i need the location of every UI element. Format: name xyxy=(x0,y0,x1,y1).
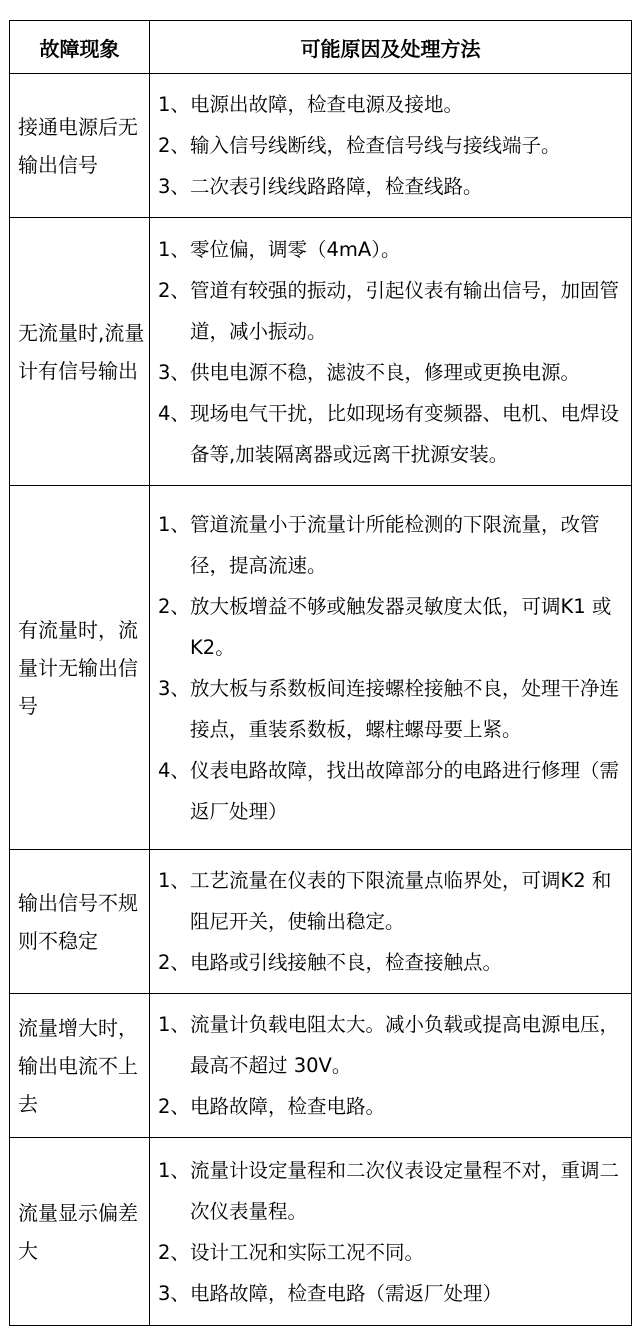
list-item: 1、 零位偏，调零（4mA）。 xyxy=(158,237,401,261)
table-row xyxy=(10,218,632,486)
list-item: 3、 二次表引线线路路障，检查线路。 xyxy=(158,175,483,198)
symptom-cell: 流量显示偏差大 xyxy=(10,1138,150,1326)
table-row xyxy=(10,1138,632,1326)
causes-cell xyxy=(150,850,632,994)
symptom-cell: 流量增大时，输出电流不上去 xyxy=(10,994,150,1138)
causes-cell xyxy=(150,1138,632,1326)
list-item: 3、 供电电源不稳，滤波不良，修理或更换电源。 xyxy=(158,360,581,384)
header-row xyxy=(10,21,632,74)
table-row xyxy=(10,486,632,850)
list-item: 3、 放大板与系数板间连接螺栓接触不良，处理干净连接点，重装系数板，螺柱螺母要上紧。 xyxy=(158,676,620,741)
list-item: 1、 流量计设定量程和二次仪表设定量程不对，重调二次仪表量程。 xyxy=(158,1158,620,1223)
table-row xyxy=(10,850,632,994)
table-row xyxy=(10,994,632,1138)
list-item: 2、 管道有较强的振动，引起仪表有输出信号，加固管道，减小振动。 xyxy=(158,278,620,343)
causes-cell xyxy=(150,994,632,1138)
list-item: 1、 流量计负载电阻太大。减小负载或提高电源电压，最高不超过 30V。 xyxy=(158,1013,620,1077)
list-item: 1、 工艺流量在仪表的下限流量点临界处，可调K2 和阻尼开关，使输出稳定。 xyxy=(158,869,612,933)
header-causes: 可能原因及处理方法 xyxy=(150,21,632,74)
list-item: 2、 设计工况和实际工况不同。 xyxy=(158,1240,425,1264)
list-item: 3、 电路故障，检查电路（需返厂处理） xyxy=(158,1281,503,1305)
list-item: 2、 电路故障，检查电路。 xyxy=(158,1095,386,1118)
fault-table xyxy=(9,20,632,1326)
symptom-cell: 输出信号不规则不稳定 xyxy=(10,850,150,994)
causes-cell xyxy=(150,218,632,486)
causes-cell xyxy=(150,74,632,218)
symptom-cell: 有流量时，流量计无输出信号 xyxy=(10,486,150,850)
list-item: 2、 电路或引线接触不良，检查接触点。 xyxy=(158,951,503,974)
symptom-cell: 接通电源后无输出信号 xyxy=(10,74,150,218)
list-item: 1、 电源出故障，检查电源及接地。 xyxy=(158,93,464,116)
list-item: 4、 现场电气干扰，比如现场有变频器、电机、电焊设备等,加装隔离器或远离干扰源安装。 xyxy=(158,401,620,466)
table-row xyxy=(10,74,632,218)
symptom-cell: 无流量时,流量计有信号输出 xyxy=(10,218,150,486)
list-item: 2、 放大板增益不够或触发器灵敏度太低，可调K1 或 K2。 xyxy=(158,594,612,659)
list-item: 2、 输入信号线断线，检查信号线与接线端子。 xyxy=(158,134,561,157)
header-symptom: 故障现象 xyxy=(10,21,150,74)
causes-cell xyxy=(150,486,632,850)
list-item: 4、 仪表电路故障，找出故障部分的电路进行修理（需返厂处理） xyxy=(158,758,620,823)
list-item: 1、 管道流量小于流量计所能检测的下限流量，改管径，提高流速。 xyxy=(158,512,600,577)
